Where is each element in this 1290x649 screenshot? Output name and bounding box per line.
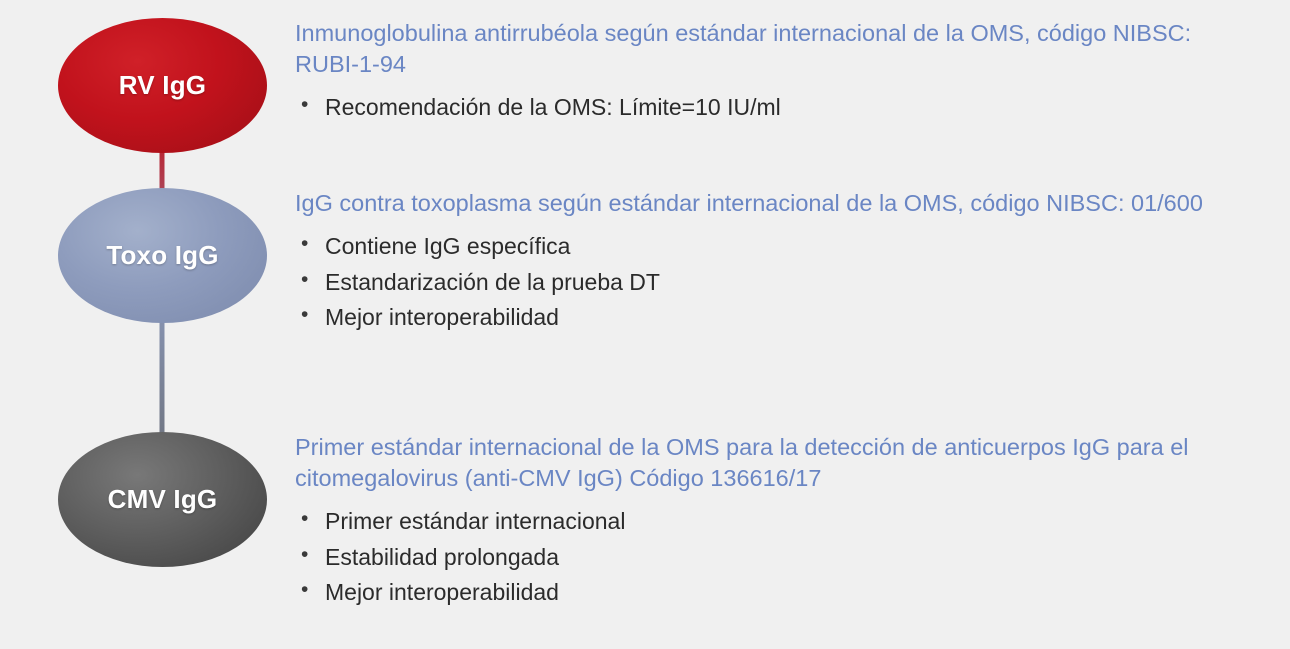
list-item: • Mejor interoperabilidad [295, 300, 1255, 336]
list-item: • Estandarización de la prueba DT [295, 265, 1255, 301]
list-item: • Contiene IgG específica [295, 229, 1255, 265]
list-item: • Primer estándar internacional [295, 504, 1255, 540]
node-content-cmv-igg [295, 432, 1255, 611]
node-label-toxo-igg: Toxo IgG [106, 240, 219, 270]
node-heading-rv-igg: Inmunoglobulina antirrubéola según estándar internacional de la OMS, código NIBSC: RUBI-1-94 [295, 20, 1192, 78]
node-content-toxo-igg [295, 188, 1255, 336]
list-item: • Recomendación de la OMS: Límite=10 IU/ml [295, 90, 1255, 126]
node-ellipse-rv-igg [58, 18, 267, 153]
node-bullets-cmv-igg [295, 504, 1255, 611]
node-ellipse-cmv-igg [58, 432, 267, 567]
list-item: • Estabilidad prolongada [295, 540, 1255, 576]
node-ellipse-toxo-igg [58, 188, 267, 323]
node-heading-cmv-igg: Primer estándar internacional de la OMS para la detección de anticuerpos IgG para el citomegalovirus (anti-CMV IgG) Código 136616/17 [295, 434, 1189, 492]
node-heading-toxo-igg: IgG contra toxoplasma según estándar internacional de la OMS, código NIBSC: 01/600 [295, 190, 1203, 216]
list-item: • Mejor interoperabilidad [295, 575, 1255, 611]
node-label-rv-igg: RV IgG [118, 70, 207, 100]
node-content-rv-igg [295, 18, 1255, 126]
node-bullets-toxo-igg [295, 229, 1255, 336]
node-label-cmv-igg: CMV IgG [107, 484, 218, 514]
node-bullets-rv-igg [295, 90, 1255, 126]
